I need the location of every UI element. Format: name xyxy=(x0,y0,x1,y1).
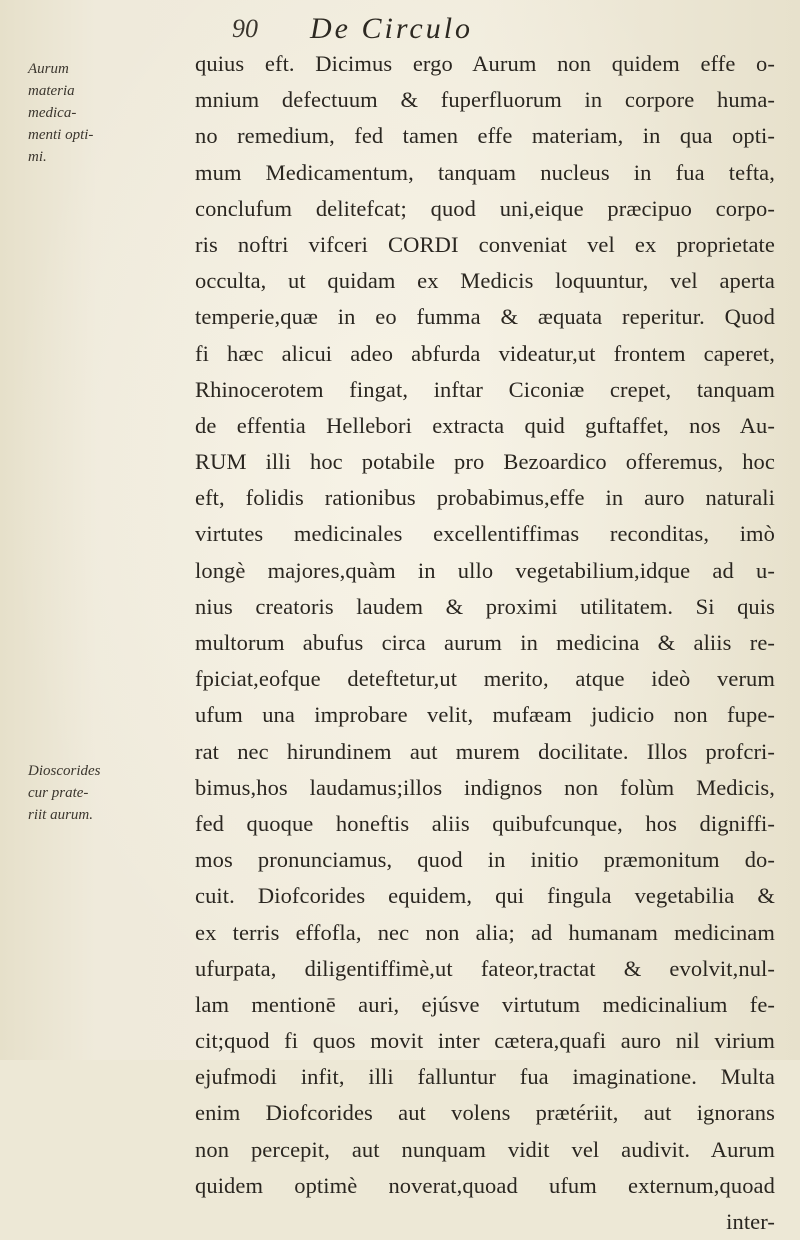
text-line: rat nec hirundinem aut murem docilitate. Illos profcri- xyxy=(195,738,775,764)
text-line: fpiciat,eofque deteftetur,ut merito, atque ideò verum xyxy=(195,666,775,692)
text-line: inter- xyxy=(726,1209,775,1234)
running-head: De Circulo xyxy=(310,12,474,45)
margin-note-line: medica- xyxy=(28,105,77,121)
text-line: cuit. Diofcorides equidem, qui fingula vegetabilia & xyxy=(195,883,775,909)
text-line: RUM illi hoc potabile pro Bezoardico offeremus, hoc xyxy=(195,449,775,475)
text-line: longè majores,quàm in ullo vegetabilium,idque ad u- xyxy=(195,557,775,583)
text-line: quius eft. Dicimus ergo Aurum non quidem effe o- xyxy=(195,51,775,76)
margin-note-line: Dioscorides xyxy=(28,763,101,779)
text-line: ris noftri vifceri CORDI conveniat vel ex proprietate xyxy=(195,231,775,257)
margin-note-line: materia xyxy=(28,83,75,99)
text-line: conclufum delitefcat; quod uni,eique præcipuo corpo- xyxy=(195,195,775,221)
text-line: mnium defectuum & fuperfluorum in corpore huma- xyxy=(195,87,775,113)
body-text xyxy=(195,46,775,1240)
margin-note-aurum xyxy=(28,58,188,168)
margin-note-line: Aurum xyxy=(28,61,69,77)
text-line: mum Medicamentum, tanquam nucleus in fua tefta, xyxy=(195,159,775,185)
text-line: nius creatoris laudem & proximi utilitatem. Si quis xyxy=(195,593,775,619)
text-line: fed quoque honeftis aliis quibufcunque, hos digniffi- xyxy=(195,810,775,836)
text-line: de effentia Hellebori extracta quid guftaffet, nos Au- xyxy=(195,412,775,438)
text-line: bimus,hos laudamus;illos indignos non folùm Medicis, xyxy=(195,774,775,800)
text-line: no remedium, fed tamen effe materiam, in qua opti- xyxy=(195,123,775,149)
text-line: ufum una improbare velit, mufæam judicio non fupe- xyxy=(195,702,775,728)
margin-note-dioscorides xyxy=(28,760,188,826)
text-line: cit;quod fi quos movit inter cætera,quafi auro nil virium xyxy=(195,1028,775,1054)
text-line: ex terris effofla, nec non alia; ad humanam medicinam xyxy=(195,919,775,945)
text-line: ejufmodi infit, illi falluntur fua imaginatione. Multa xyxy=(195,1064,775,1090)
text-line: quidem optimè noverat,quoad ufum externum,quoad xyxy=(195,1172,775,1198)
text-line: temperie,quæ in eo fumma & æquata reperitur. Quod xyxy=(195,304,775,330)
text-line: enim Diofcorides aut volens prætériit, aut ignorans xyxy=(195,1100,775,1126)
text-line: lam mentionē auri, ejúsve virtutum medicinalium fe- xyxy=(195,991,775,1017)
text-line: fi hæc alicui adeo abfurda videatur,ut frontem caperet, xyxy=(195,340,775,366)
text-line: multorum abufus circa aurum in medicina & aliis re- xyxy=(195,630,775,655)
page-number: 90 xyxy=(232,14,258,43)
text-line: Rhinocerotem fingat, inftar Ciconiæ crepet, tanquam xyxy=(195,376,775,402)
text-line: virtutes medicinales excellentiffimas reconditas, imò xyxy=(195,521,775,547)
text-line: non percepit, aut nunquam vidit vel audivit. Aurum xyxy=(195,1136,775,1162)
margin-note-line: menti opti- xyxy=(28,127,94,143)
text-line: occulta, ut quidam ex Medicis loquuntur, vel aperta xyxy=(195,268,775,294)
margin-note-line: cur prate- xyxy=(28,785,89,801)
text-line: mos pronunciamus, quod in initio præmonitum do- xyxy=(195,847,775,873)
text-line: ufurpata, diligentiffimè,ut fateor,tractat & evolvit,nul- xyxy=(195,955,775,981)
margin-note-line: riit aurum. xyxy=(28,807,94,823)
margin-note-line: mi. xyxy=(28,149,47,165)
text-line: eft, folidis rationibus probabimus,effe in auro naturali xyxy=(195,485,775,511)
